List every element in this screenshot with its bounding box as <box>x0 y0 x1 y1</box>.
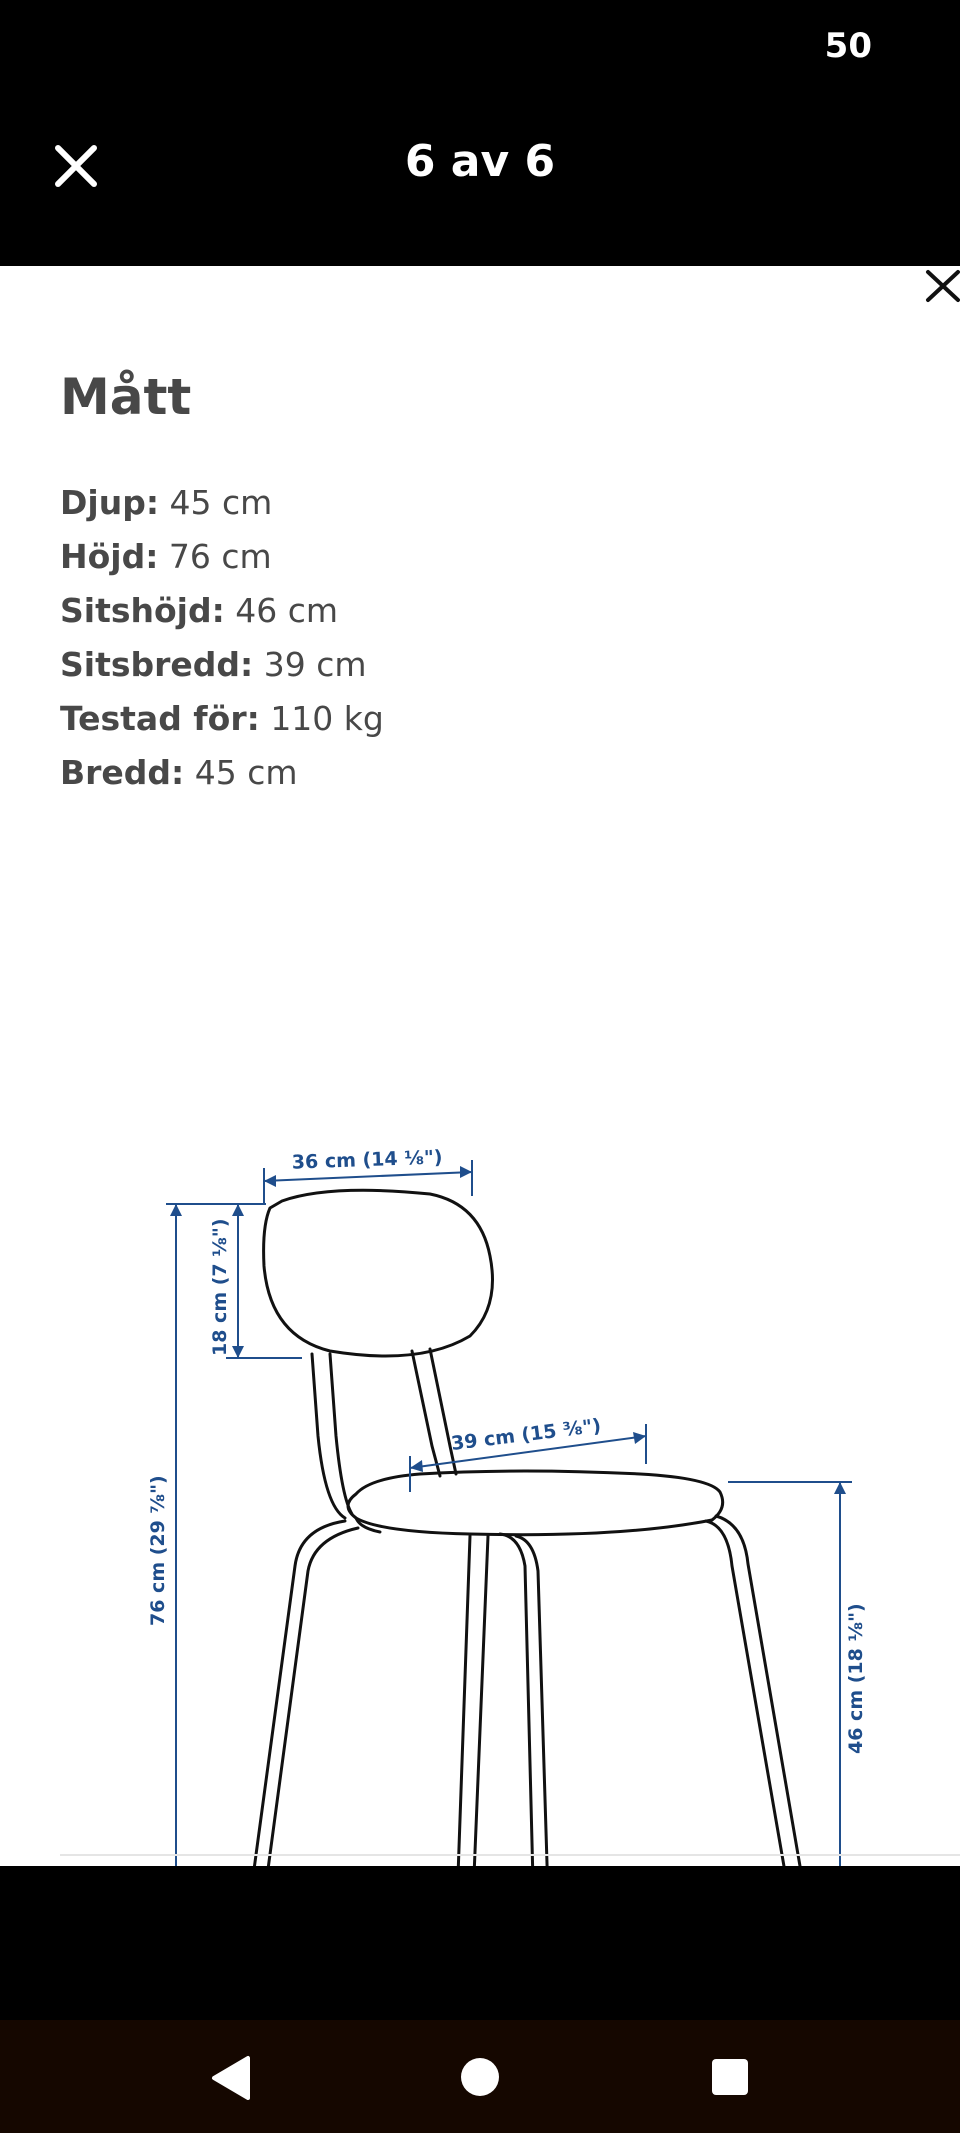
dimension-label: Sitsbredd: <box>60 645 254 684</box>
dimension-value: 76 cm <box>168 537 272 576</box>
status-bar <box>0 0 960 100</box>
dimension-label-seat-width: 39 cm (15 ⅜") <box>449 1414 603 1455</box>
dimension-value: 45 cm <box>169 483 273 522</box>
dimension-label-total-height: 76 cm (29 ⅞") <box>147 1475 169 1626</box>
nav-recent-apps-button[interactable] <box>695 2042 765 2112</box>
panel-heading: Mått <box>60 368 192 426</box>
dimension-label: Djup: <box>60 483 160 522</box>
dimension-item <box>60 584 384 638</box>
nav-home-button[interactable] <box>445 2042 515 2112</box>
dimension-label: Höjd: <box>60 537 159 576</box>
dimension-value: 110 kg <box>270 699 384 738</box>
image-counter-title: 6 av 6 <box>404 136 556 187</box>
dimension-item <box>60 638 384 692</box>
dimension-value: 46 cm <box>235 591 339 630</box>
chair-illustration <box>246 1190 806 1969</box>
dimension-label: Bredd: <box>60 753 185 792</box>
dimension-label: Testad för: <box>60 699 260 738</box>
status-number: 50 <box>824 26 872 66</box>
dimension-item <box>60 692 384 746</box>
dimension-value: 39 cm <box>263 645 367 684</box>
dimension-label-seat-height: 46 cm (18 ⅛") <box>845 1603 867 1754</box>
dimension-label-back-width: 36 cm (14 ⅛") <box>291 1146 443 1174</box>
dimension-value: 45 cm <box>194 753 298 792</box>
dimension-list <box>60 476 384 800</box>
dimension-item <box>60 530 384 584</box>
close-icon <box>920 262 960 308</box>
dimension-item <box>60 746 384 800</box>
dimensions-panel <box>0 266 960 1866</box>
panel-divider <box>60 1854 960 1856</box>
dimension-label: Sitshöjd: <box>60 591 225 630</box>
triangle-back-icon <box>200 2042 270 2112</box>
dimension-item <box>60 476 384 530</box>
square-recent-icon <box>695 2042 765 2112</box>
viewer-bottom-area <box>0 1866 960 2020</box>
chair-dimension-drawing <box>0 846 960 1846</box>
panel-close-button[interactable] <box>920 262 960 308</box>
dimension-label-back-height: 18 cm (7 ⅛") <box>209 1218 231 1356</box>
circle-home-icon <box>445 2042 515 2112</box>
nav-back-button[interactable] <box>200 2042 270 2112</box>
